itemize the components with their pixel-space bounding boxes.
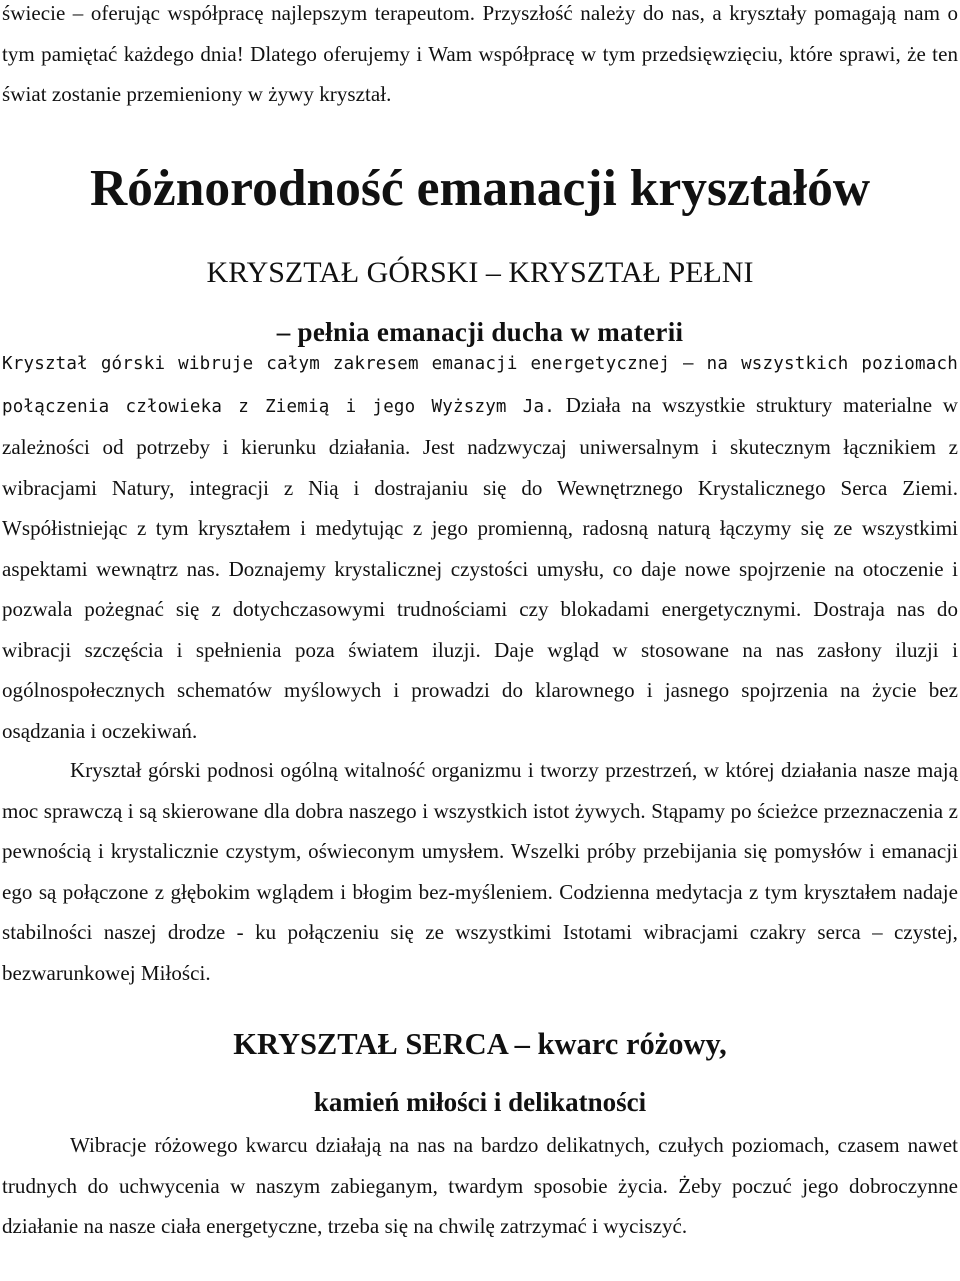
section-subheading-rock-crystal: – pełnia emanacji ducha w materii	[276, 317, 684, 347]
section-heading-rose-quartz: KRYSZTAŁ SERCA – kwarc różowy,	[233, 1027, 727, 1061]
rose-quartz-paragraph-1: Wibracje różowego kwarcu działają na nas na bardzo delikatnych, czułych poziomach, czasem nawet trudnych do uchwycenia w naszym zabieganym, twardym sposobie życia. Żeby poczuć jego dobroczynne działanie na nasze ciała energetyczne, trzeba się na chwilę zatrzymać i wyciszyć.	[2, 1133, 958, 1238]
rock-crystal-paragraph-1	[0, 342, 960, 751]
section-subheading-rose-quartz: kamień miłości i delikatności	[313, 1087, 647, 1117]
intro-paragraph: świecie – oferując współpracę najlepszym terapeutom. Przyszłość należy do nas, a kryształy pomagają nam o tym pamiętać każdego dnia! Dlatego oferujemy i Wam współpracę w tym przedsięwzięciu, które sprawi, że ten świat zostanie przemieniony w żywy kryształ.	[2, 1, 958, 106]
page-title: Różnorodność emanacji kryształów	[89, 160, 871, 217]
section-heading-rock-crystal: KRYSZTAŁ GÓRSKI – KRYSZTAŁ PEŁNI	[206, 256, 754, 289]
rock-crystal-paragraph-2: Kryształ górski podnosi ogólną witalność organizmu i tworzy przestrzeń, w której działania nasze mają moc sprawczą i są skierowane dla dobra naszego i wszystkich istot żywych. Stąpamy po ścieżce przeznaczenia z pewnością i krystalicznie czystym, oświeconym umysłem. Wszelki próby przebijania się pomysłów i emanacji ego są połączone z głębokim wglądem i błogim bez-myśleniem. Codzienna medytacja z tym kryształem nadaje stabilności naszej drodze - ku połączeniu się ze wszystkimi Istotami wibracjami czakry serca – czystej, bezwarunkowej Miłości.	[2, 758, 958, 985]
rock-crystal-lead-text: Kryształ górski wibruje całym zakresem emanacji energetycznej – na wszystkich poziomach połączenia człowieka z Ziemią i jego Wyższym Ja.	[2, 354, 958, 417]
rock-crystal-main-text: Działa na wszystkie struktury materialne w zależności od potrzeby i kierunku działania. Jest nadzwyczaj uniwersalnym i skutecznym łącznikiem z wibracjami Natury, integracji z Nią i dostrajaniu się do Wewnętrznego Krystalicznego Serca Ziemi. Współistniejąc z tym kryształem i medytując z jego promienną, radosną naturą łączymy się ze wszystkimi aspektami wewnątrz nas. Doznajemy krystalicznej czystości umysłu, co daje nowe spojrzenie na otoczenie i pozwala pożegnać się z dotychczasowymi trudnościami czy blokadami energetycznymi. Dostraja nas do wibracji szczęścia i spełnienia poza światem iluzji. Daje wgląd w stosowane na nas zasłony iluzji i ogólnospołecznych schematów myślowych i prowadzi do klarownego i jasnego spojrzenia na życie bez osądzania i oczekiwań.	[2, 392, 958, 743]
